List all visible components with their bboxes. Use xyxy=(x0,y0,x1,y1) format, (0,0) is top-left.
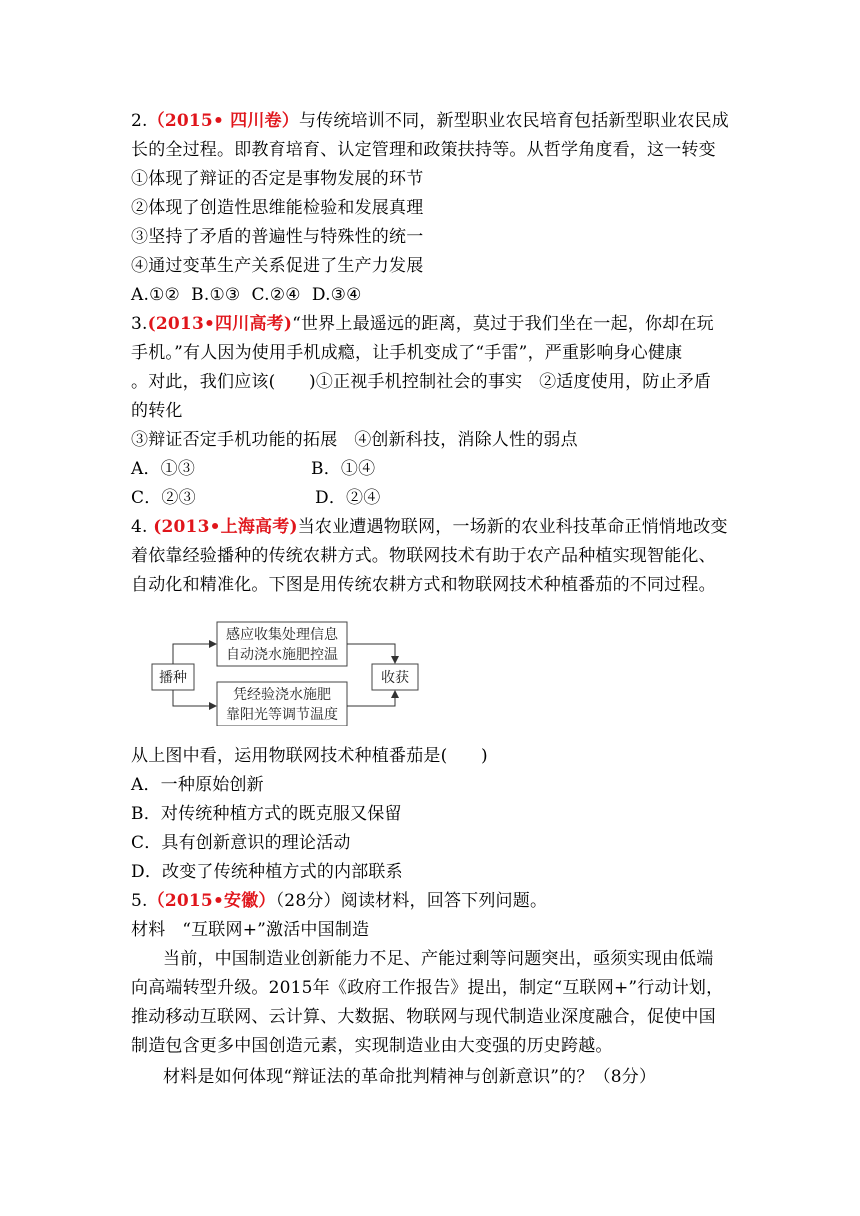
q3-choice-c: C．②③ xyxy=(131,488,196,508)
diagram-bottom-line2: 靠阳光等调节温度 xyxy=(226,707,338,723)
q2-choices: A.①② B.①③ C.②④ D.③④ xyxy=(131,285,362,305)
q2-option-3: ③坚持了矛盾的普遍性与特殊性的统一 xyxy=(131,227,424,247)
q2-line1 xyxy=(131,110,729,132)
q3-line4: 的转化 xyxy=(131,401,183,421)
diagram-arrow-start-bottom xyxy=(173,690,216,706)
q4-source: (2013•上海高考) xyxy=(153,517,298,537)
q5-question: 材料是如何体现“辩证法的革命批判精神与创新意识”的？（8分） xyxy=(163,1067,657,1087)
q3-line2: 手机。”有人因为使用手机成瘾，让手机变成了“手雷”，严重影响身心健康 xyxy=(131,343,683,363)
q5-paragraph-line2: 向高端转型升级。2015年《政府工作报告》提出，制定“互联网+”行动计划， xyxy=(131,978,724,998)
q5-paragraph-line1: 当前，中国制造业创新能力不足、产能过剩等问题突出，亟须实现由低端 xyxy=(163,949,714,969)
diagram-bottom-line1: 凭经验浇水施肥 xyxy=(233,687,331,703)
q3-choice-b: B．①④ xyxy=(311,459,376,479)
q2-option-1: ①体现了辩证的否定是事物发展的环节 xyxy=(131,169,424,189)
diagram-arrow-top-end xyxy=(347,644,395,663)
q2-option-2: ②体现了创造性思维能检验和发展真理 xyxy=(131,198,424,218)
q4-line2: 着依靠经验播种的传统农耕方式。物联网技术有助于农产品种植实现智能化、 xyxy=(131,546,716,566)
q5-paragraph-line3: 推动移动互联网、云计算、大数据、物联网与现代制造业深度融合，促使中国 xyxy=(131,1007,716,1027)
q4-choice-b: B．对传统种植方式的既克服又保留 xyxy=(131,804,402,824)
q5-line1 xyxy=(131,890,547,912)
q4-choice-d: D．改变了传统种植方式的内部联系 xyxy=(131,862,403,882)
q5-points: （28分）阅读材料，回答下列问题。 xyxy=(275,891,548,911)
q3-stem: “世界上最遥远的距离，莫过于我们坐在一起，你却在玩 xyxy=(292,314,714,334)
q5-number: 5. xyxy=(131,891,148,911)
diagram-top-line2: 自动浇水施肥控温 xyxy=(226,647,338,663)
q3-line3: 。对此，我们应该( )①正视手机控制社会的事实 ②适度使用，防止矛盾 xyxy=(131,372,712,392)
q3-source: (2013•四川高考) xyxy=(147,314,293,334)
q5-paragraph-line4: 制造包含更多中国创造元素，实现制造业由大变强的历史跨越。 xyxy=(131,1036,613,1056)
q4-question: 从上图中看，运用物联网技术种植番茄是( ) xyxy=(131,746,488,766)
q2-number: 2. xyxy=(131,111,148,131)
q4-choice-c: C．具有创新意识的理论活动 xyxy=(131,833,351,853)
q3-line5: ③辩证否定手机功能的拓展 ④创新科技，消除人性的弱点 xyxy=(131,430,578,450)
diagram-top-line1: 感应收集处理信息 xyxy=(226,627,338,643)
q4-stem: 当农业遭遇物联网，一场新的农业科技革命正悄悄地改变 xyxy=(297,517,728,537)
diagram-arrow-start-top xyxy=(173,644,216,664)
q3-choice-a: A．①③ xyxy=(131,459,196,479)
q4-number: 4. xyxy=(131,517,148,537)
q5-material-title: 材料 “互联网+”激活中国制造 xyxy=(131,920,370,940)
farming-process-diagram xyxy=(150,621,420,726)
q2-stem: 与传统培训不同，新型职业农民培育包括新型职业农民成 xyxy=(298,111,729,131)
q3-choice-d: D．②④ xyxy=(315,488,381,508)
q3-number: 3. xyxy=(131,314,148,334)
q2-option-4: ④通过变革生产关系促进了生产力发展 xyxy=(131,256,424,276)
q2-source: （2015• 四川卷） xyxy=(147,111,299,131)
q4-line1 xyxy=(131,516,728,538)
diagram-start-label: 播种 xyxy=(159,670,187,686)
diagram-end-label: 收获 xyxy=(381,670,409,686)
q2-line2: 长的全过程。即教育培育、认定管理和政策扶持等。从哲学角度看，这一转变 xyxy=(131,140,716,160)
q5-source: （2015•安徽） xyxy=(147,891,276,911)
diagram-arrow-bottom-end xyxy=(347,691,395,706)
q4-choice-a: A．一种原始创新 xyxy=(131,775,264,795)
q3-line1 xyxy=(131,313,714,335)
q4-line3: 自动化和精准化。下图是用传统农耕方式和物联网技术种植番茄的不同过程。 xyxy=(131,575,716,595)
